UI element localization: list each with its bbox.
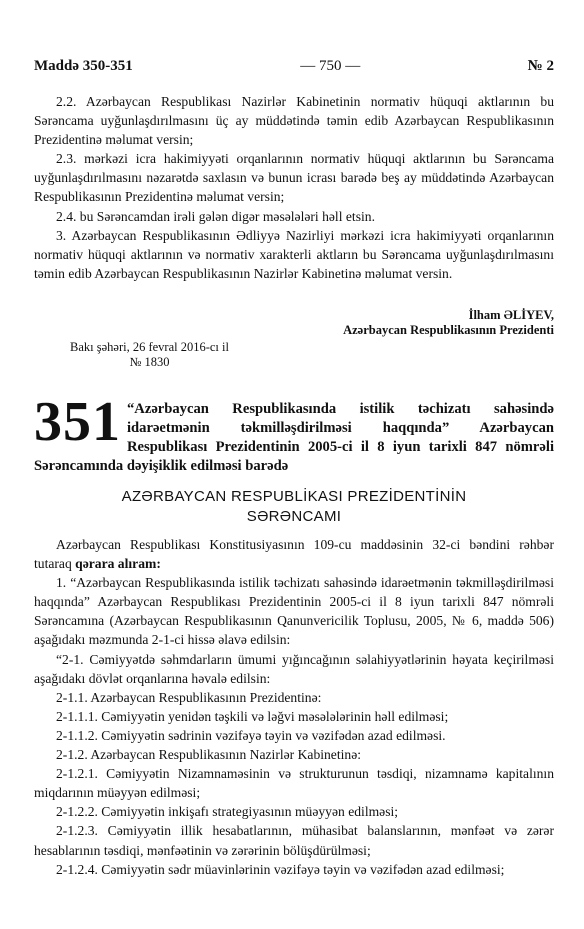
page-header: [34, 58, 554, 75]
act-number: 351: [34, 391, 121, 453]
signatory-name: İlham ƏLİYEV,: [468, 308, 554, 322]
paragraph: 2.2. Azərbaycan Respublikası Nazirlər Kabinetinin normativ hüquqi aktlarının bu Sərəncama uyğunlaşdırılmasını üç ay müddətində təmin edib Azərbaycan Respublikasının Prezidentinə məlumat versin;: [34, 94, 554, 148]
paragraph: 2.4. bu Sərəncamdan irəli gələn digər məsələləri həll etsin.: [56, 208, 375, 224]
issue-number: № 2: [527, 58, 554, 74]
decree-text: [34, 535, 554, 879]
document-number: № 1830: [129, 355, 170, 369]
decree-item: 2-1.1.1. Cəmiyyətin yenidən təşkili və ləğvi məsələlərinin həll edilməsi;: [56, 708, 449, 724]
decree-item: 2-1.1.2. Cəmiyyətin sədrinin vəzifəyə təyin və vəzifədən azad edilməsi.: [56, 727, 446, 743]
decree-item: 2-1.2. Azərbaycan Respublikasının Nazirlər Kabinetinə:: [56, 747, 362, 763]
signature-block: [343, 308, 554, 338]
decree-heading: [34, 487, 554, 527]
decree-item: 2-1.2.2. Cəmiyyətin inkişafı strategiyasının müəyyən edilməsi;: [56, 804, 399, 820]
decree-intro-bold: qərara alıram:: [75, 556, 161, 572]
act-heading: [34, 391, 554, 476]
decree-item: 2-1.2.3. Cəmiyyətin illik hesabatlarının, mühasibat balanslarının, mənfəət və zərər hesablarının təsdiqi, mənfəətinin və zərərinin bölüşdürülməsi;: [34, 823, 554, 858]
article-range: Maddə 350-351: [34, 58, 133, 74]
decree-item: 1. “Azərbaycan Respublikasında istilik təchizatı sahəsində idarəetmənin təkmilləşdirilməsi haqqında” Azərbaycan Respublikası Prezidentinin 2005-ci il 8 iyun tarixli 847 nömrəli Sərəncamına (Azərbaycan Respublikasının Qanunvericilik Toplusu, 2005, № 6, maddə 506) aşağıdakı məzmunda 2-1-ci hissə əlavə edilsin:: [34, 575, 554, 648]
page-number: — 750 —: [300, 58, 361, 74]
signatory-title: Azərbaycan Respublikasının Prezidenti: [343, 323, 554, 337]
previous-decree-text: [34, 92, 554, 283]
place-date: Bakı şəhəri, 26 fevral 2016-cı il: [70, 340, 229, 354]
paragraph: 3. Azərbaycan Respublikasının Ədliyyə Nazirliyi mərkəzi icra hakimiyyəti orqanlarının normativ hüquqi aktlarının və normativ xarakterli aktların bu Sərəncama uyğunlaşdırılmasını təmin edib Azərbaycan Respublikasının Nazirlər Kabinetinə məlumat versin.: [34, 227, 554, 281]
paragraph: 2.3. mərkəzi icra hakimiyyəti orqanlarının normativ hüquqi aktlarının bu Sərəncama uyğunlaşdırılmasını nəzarətdə saxlasın və bunun icrası barədə beş ay müddətində Azərbaycan Respublikasının Prezidentinə məlumat versin;: [34, 151, 554, 205]
place-date-block: [70, 340, 229, 370]
decree-item: “2-1. Cəmiyyətdə səhmdarların ümumi yığıncağının səlahiyyətlərinin həyata keçirilməsi aşağıdakı dövlət orqanlarına həvalə edilsin:: [34, 651, 554, 686]
decree-item: 2-1.2.1. Cəmiyyətin Nizamnaməsinin və strukturunun təsdiqi, nizamnamə kapitalının miqdarının müəyyən edilməsi;: [34, 766, 554, 801]
decree-heading-line: AZƏRBAYCAN RESPUBLİKASI PREZİDENTİNİN: [121, 488, 467, 505]
decree-heading-line: SƏRƏNCAMI: [246, 508, 342, 525]
decree-item: 2-1.1. Azərbaycan Respublikasının Prezidentinə:: [56, 689, 322, 705]
act-title: “Azərbaycan Respublikasında istilik təchizatı sahəsində idarəetmənin təkmilləşdirilməsi haqqında” Azərbaycan Respublikası Prezidentinin 2005-ci il 8 iyun tarixli 847 nömrəli Sərəncamında dəyişiklik edilməsi barədə: [34, 401, 554, 474]
decree-intro: Azərbaycan Respublikası Konstitusiyasının 109-cu maddəsinin 32-ci bəndini rəhbər tutaraq qərara alıram:: [34, 537, 554, 572]
decree-item: 2-1.2.4. Cəmiyyətin sədr müavinlərinin vəzifəyə təyin və vəzifədən azad edilməsi;: [56, 861, 505, 877]
